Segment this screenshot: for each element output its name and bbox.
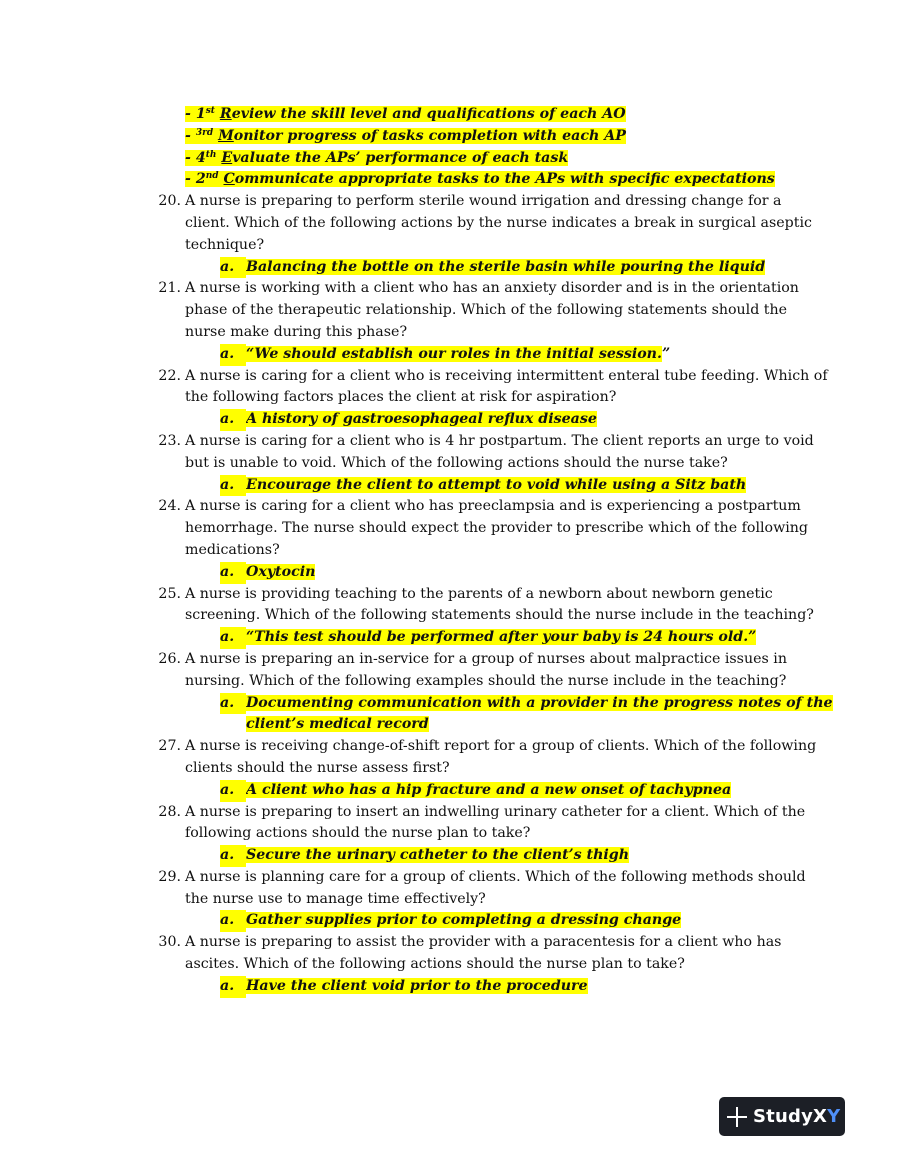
question-text-line: the following factors places the client at risk for aspiration? bbox=[185, 389, 617, 406]
question-text-line: A nurse is caring for a client who has preeclampsia and is experiencing a postpartum bbox=[185, 498, 801, 515]
answer-text: “We should establish our roles in the initial session. bbox=[246, 345, 662, 362]
answer-letter: a. bbox=[220, 976, 246, 998]
question-text-line: hemorrhage. The nurse should expect the provider to prescribe which of the following bbox=[185, 520, 808, 537]
answer-text: A client who has a hip fracture and a new onset of tachypnea bbox=[246, 781, 732, 798]
answer-text: Gather supplies prior to completing a dressing change bbox=[246, 912, 682, 929]
question-item bbox=[150, 802, 810, 867]
answer-letter: a. bbox=[220, 627, 246, 649]
question-number: 22. bbox=[158, 367, 181, 384]
answer-line bbox=[246, 976, 810, 998]
answer-letter: a. bbox=[220, 693, 246, 715]
answer-tail: ” bbox=[661, 345, 671, 362]
question-number: 24. bbox=[158, 498, 181, 515]
answer-letter: a. bbox=[220, 562, 246, 584]
answer-letter: a. bbox=[220, 845, 246, 867]
document-content bbox=[150, 104, 833, 998]
answer bbox=[185, 627, 810, 649]
priority-step: - $^{3rd}$ Monitor progress of tasks completion with each AP bbox=[185, 127, 626, 144]
question-item bbox=[150, 584, 814, 649]
question-number: 26. bbox=[158, 650, 181, 667]
answer-line bbox=[246, 562, 810, 584]
question-item bbox=[150, 366, 828, 431]
answer-line bbox=[246, 257, 810, 279]
question-text-line: nurse make during this phase? bbox=[185, 323, 408, 340]
priority-steps bbox=[150, 104, 810, 191]
question-number: 27. bbox=[158, 738, 181, 755]
question-text-line: client. Which of the following actions by the nurse indicates a break in surgical aseptic bbox=[185, 214, 812, 231]
question-number: 28. bbox=[158, 803, 181, 820]
answer-text: A history of gastroesophageal reflux disease bbox=[246, 411, 597, 428]
question-number: 23. bbox=[158, 432, 181, 449]
question-text-line: technique? bbox=[185, 236, 265, 253]
question-list bbox=[150, 191, 833, 997]
answer-line bbox=[246, 344, 810, 366]
answer bbox=[185, 780, 810, 802]
question-item bbox=[150, 278, 810, 365]
question-text-line: A nurse is working with a client who has an anxiety disorder and is in the orientation bbox=[185, 280, 799, 297]
answer-letter: a. bbox=[220, 257, 246, 279]
answer-text: Balancing the bottle on the sterile basin while pouring the liquid bbox=[246, 258, 766, 275]
question-text-line: A nurse is preparing to perform sterile wound irrigation and dressing change for a bbox=[185, 193, 782, 210]
question-text-line: following actions should the nurse plan to take? bbox=[185, 825, 531, 842]
answer-text: Documenting communication with a provider in the progress notes of the bbox=[246, 694, 833, 711]
answer-text: “This test should be performed after your baby is 24 hours old.” bbox=[246, 629, 757, 646]
question-number: 29. bbox=[158, 868, 181, 885]
answer-text: Oxytocin bbox=[246, 563, 316, 580]
answer-letter: a. bbox=[220, 409, 246, 431]
question-text-line: A nurse is caring for a client who is receiving intermittent enteral tube feeding. Which of bbox=[185, 367, 828, 384]
question-number: 25. bbox=[158, 585, 181, 602]
answer-text: Encourage the client to attempt to void while using a Sitz bath bbox=[246, 476, 747, 493]
question-text-line: A nurse is planning care for a group of clients. Which of the following methods should bbox=[185, 868, 806, 885]
answer-letter: a. bbox=[220, 780, 246, 802]
answer bbox=[185, 257, 810, 279]
question-item bbox=[150, 431, 814, 496]
answer-line bbox=[246, 780, 810, 802]
studyxy-logo bbox=[719, 1097, 845, 1136]
answer bbox=[185, 845, 810, 867]
question-text-line: A nurse is caring for a client who is 4 hr postpartum. The client reports an urge to void bbox=[185, 432, 814, 449]
question-number: 30. bbox=[158, 934, 181, 951]
answer-line bbox=[246, 693, 833, 715]
answer bbox=[185, 976, 810, 998]
question-text-line: the nurse use to manage time effectively? bbox=[185, 890, 486, 907]
answer-line bbox=[246, 714, 810, 736]
answer-text: Secure the urinary catheter to the client’s thigh bbox=[246, 847, 630, 864]
answer bbox=[185, 475, 810, 497]
question-item bbox=[150, 867, 810, 932]
question-item bbox=[150, 191, 810, 278]
question-text-line: A nurse is preparing to assist the provider with a paracentesis for a client who has bbox=[185, 934, 782, 951]
answer bbox=[185, 910, 810, 932]
answer-line bbox=[246, 627, 810, 649]
answer-line bbox=[246, 910, 810, 932]
priority-step: - 1st Review the skill level and qualifications of each AO bbox=[185, 106, 626, 122]
question-text-line: screening. Which of the following statements should the nurse include in the teaching? bbox=[185, 607, 814, 624]
answer-letter: a. bbox=[220, 475, 246, 497]
answer-text: client’s medical record bbox=[246, 716, 429, 733]
question-item bbox=[150, 649, 833, 736]
question-number: 20. bbox=[158, 193, 181, 210]
answer-line bbox=[246, 845, 810, 867]
question-text-line: A nurse is preparing an in-service for a group of nurses about malpractice issues in bbox=[185, 650, 787, 667]
priority-step: - 2nd Communicate appropriate tasks to the APs with specific expectations bbox=[185, 171, 775, 188]
question-text-line: phase of the therapeutic relationship. Which of the following statements should the bbox=[185, 302, 788, 319]
priority-step: - 4th Evaluate the APs’ performance of each task bbox=[185, 149, 569, 166]
plus-icon bbox=[727, 1107, 747, 1127]
question-text-line: medications? bbox=[185, 541, 280, 558]
answer-text: Have the client void prior to the procedure bbox=[246, 977, 588, 994]
answer bbox=[185, 344, 810, 366]
answer bbox=[185, 562, 810, 584]
answer-line bbox=[246, 409, 810, 431]
question-text-line: but is unable to void. Which of the following actions should the nurse take? bbox=[185, 454, 728, 471]
answer-letter: a. bbox=[220, 344, 246, 366]
question-text-line: nursing. Which of the following examples should the nurse include in the teaching? bbox=[185, 672, 787, 689]
question-text-line: ascites. Which of the following actions should the nurse plan to take? bbox=[185, 956, 685, 973]
answer bbox=[185, 693, 833, 737]
logo-text: StudyXY bbox=[753, 1106, 841, 1127]
question-item bbox=[150, 736, 817, 801]
question-text-line: A nurse is providing teaching to the parents of a newborn about newborn genetic bbox=[185, 585, 773, 602]
question-text-line: A nurse is receiving change-of-shift report for a group of clients. Which of the following bbox=[185, 738, 817, 755]
question-number: 21. bbox=[158, 280, 181, 297]
question-text-line: clients should the nurse assess first? bbox=[185, 759, 450, 776]
answer bbox=[185, 409, 810, 431]
question-item bbox=[150, 932, 810, 997]
answer-letter: a. bbox=[220, 910, 246, 932]
answer-line bbox=[246, 475, 810, 497]
question-text-line: A nurse is preparing to insert an indwelling urinary catheter for a client. Which of the bbox=[185, 803, 806, 820]
question-item bbox=[150, 496, 810, 583]
